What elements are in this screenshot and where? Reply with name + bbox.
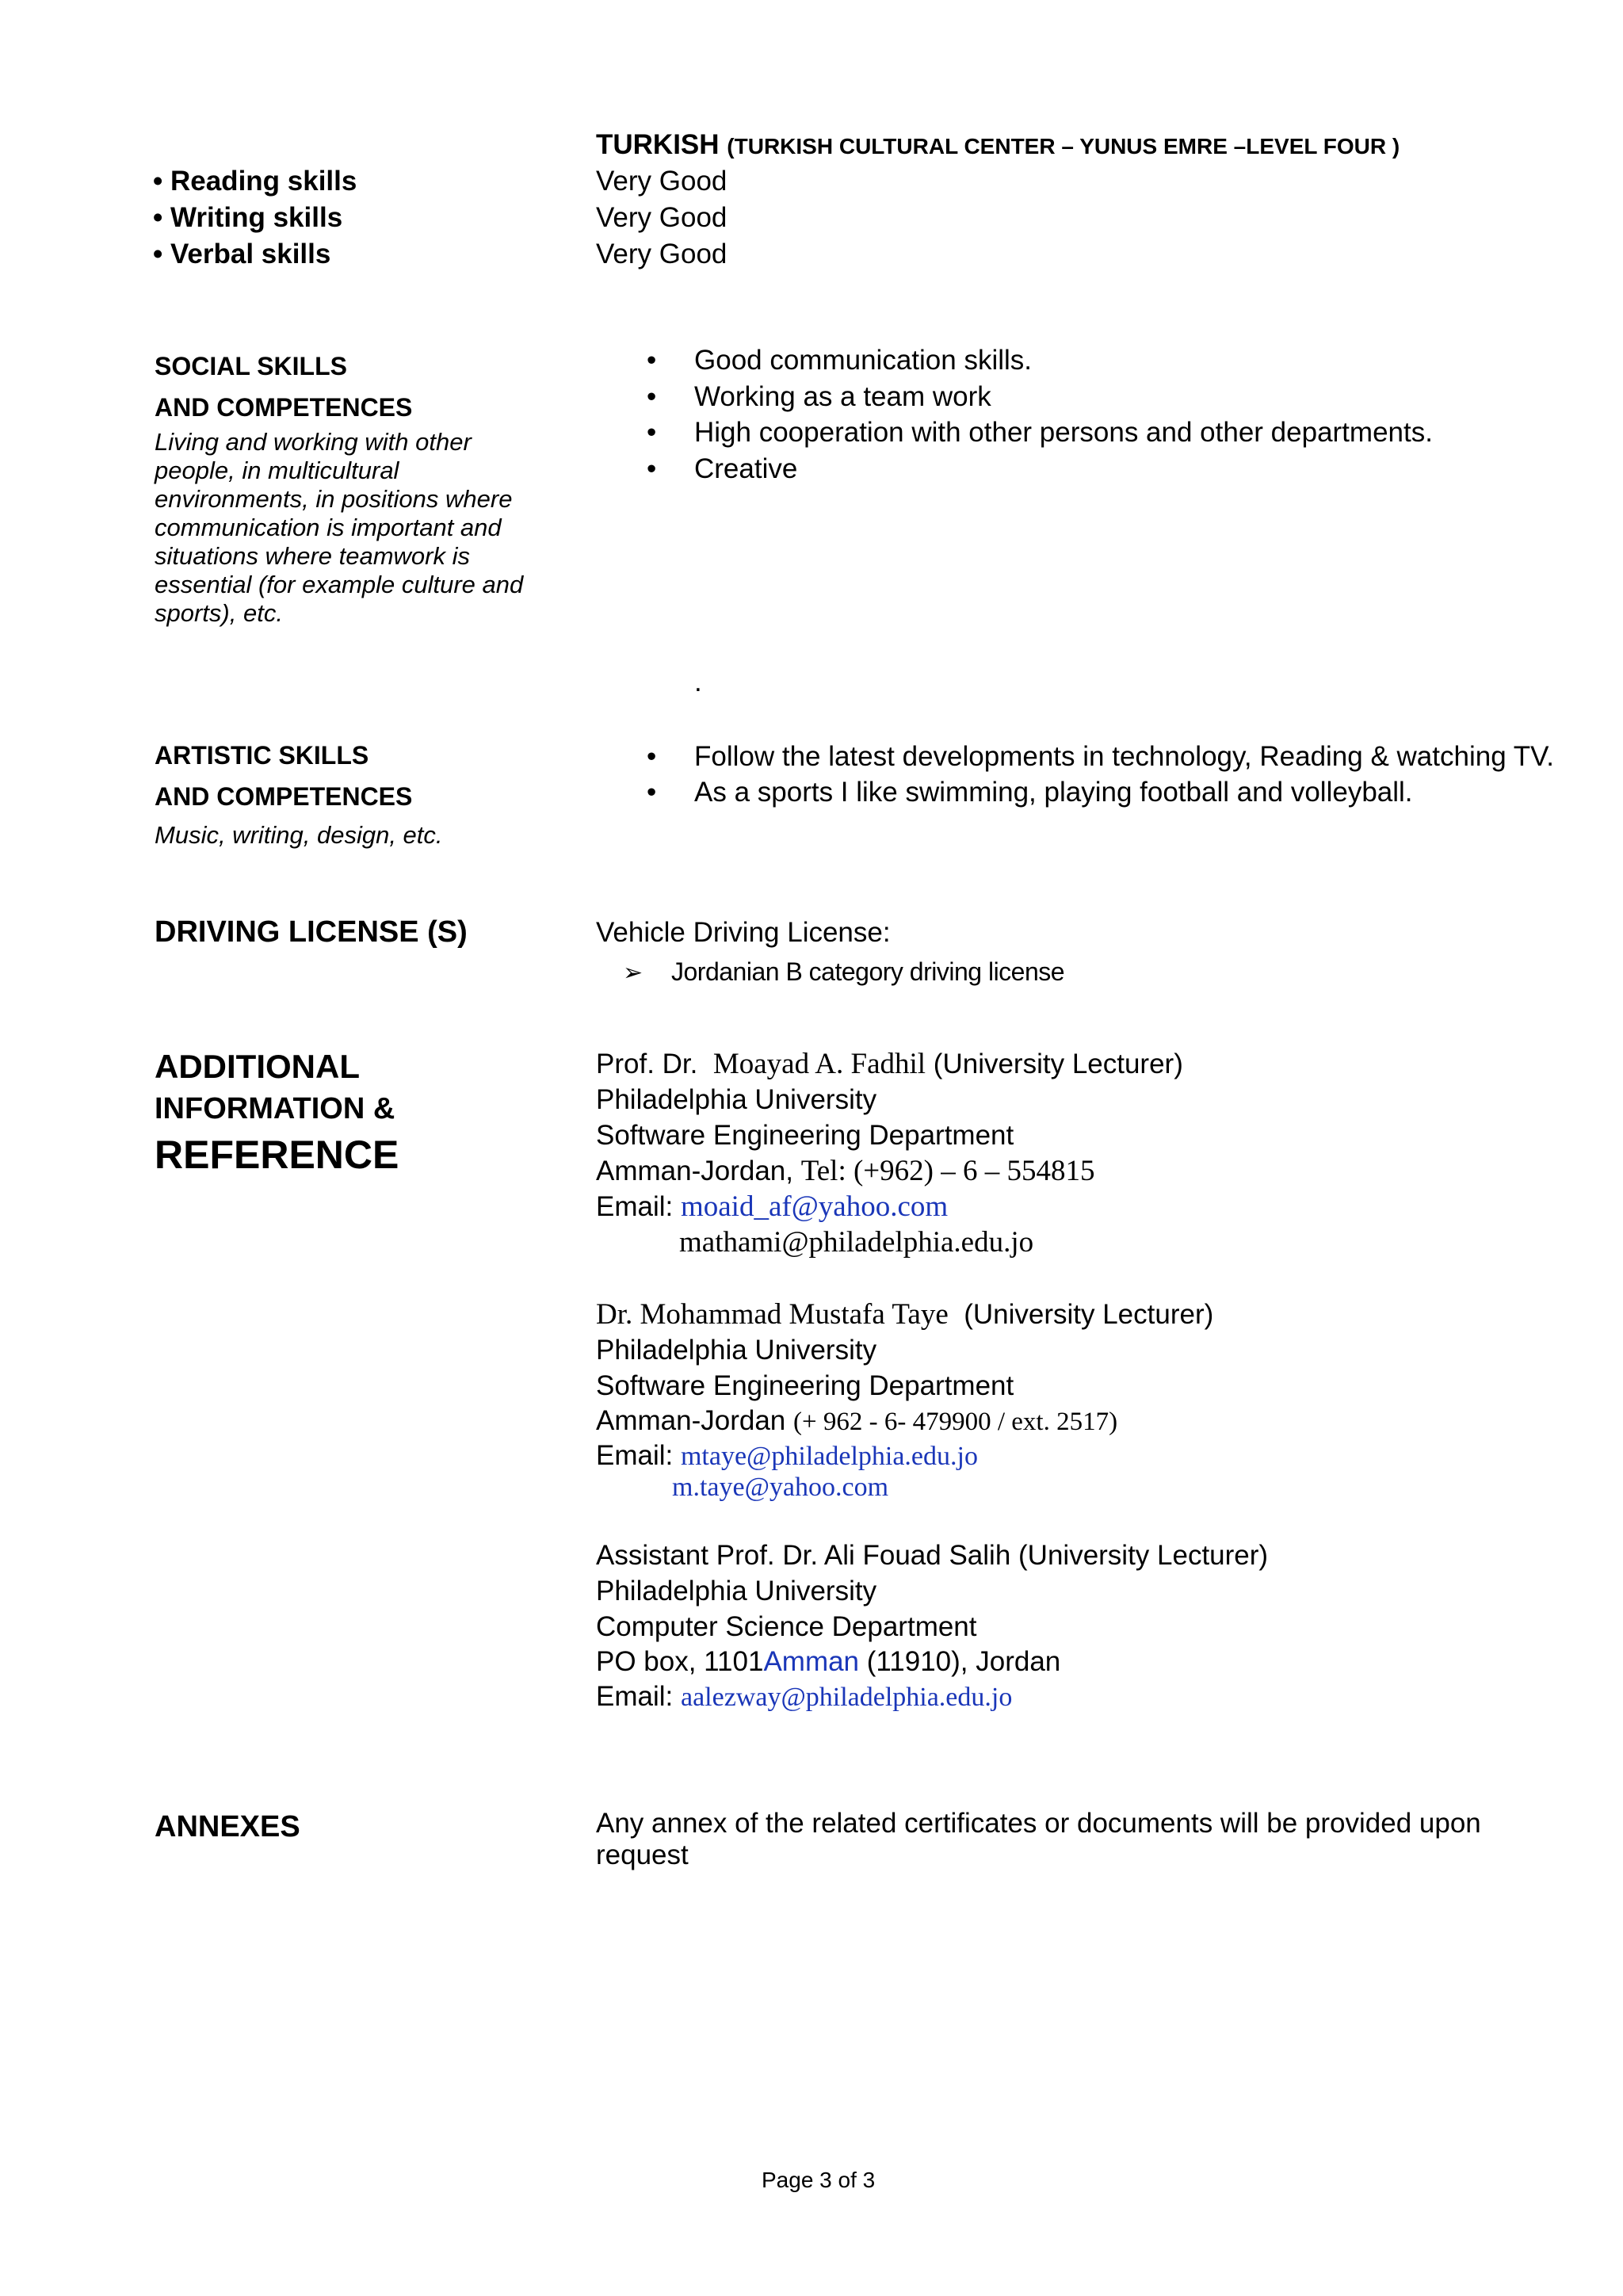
artistic-item: • As a sports I like swimming, playing football and volleyball. [694, 774, 1413, 810]
ref3-university: Philadelphia University [596, 1576, 877, 1606]
additional-heading-line1: ADDITIONAL [155, 1048, 360, 1085]
driving-intro: Vehicle Driving License: [596, 917, 891, 948]
ref3-department: Computer Science Department [596, 1611, 977, 1642]
artistic-heading-line1: ARTISTIC SKILLS [155, 741, 369, 770]
ref1-name-text: Moayad A. Fadhil [712, 1048, 926, 1080]
ref1-university: Philadelphia University [596, 1084, 877, 1115]
ref1-department: Software Engineering Department [596, 1120, 1014, 1151]
ref3-address [596, 1644, 1060, 1679]
social-heading-line2: AND COMPETENCES [155, 393, 413, 422]
language-title [596, 127, 1400, 164]
ref3-email-link[interactable]: aalezway@philadelphia.edu.jo [680, 1683, 1013, 1712]
ref2-email2-link[interactable]: m.taye@yahoo.com [672, 1473, 889, 1502]
ref2-email [596, 1438, 978, 1474]
ref3-address-suffix: (11910), Jordan [859, 1646, 1061, 1677]
ref1-email-link[interactable]: moaid_af@yahoo.com [680, 1190, 949, 1223]
ref1-email-label: Email: [596, 1191, 674, 1222]
ref2-name-text: Dr. Mohammad Mustafa Taye [596, 1298, 949, 1331]
ref2-location [596, 1403, 1117, 1440]
annexes-text-line2: request [596, 1839, 689, 1870]
ref2-phone: (+ 962 - 6- 479900 / ext. 2517) [793, 1408, 1118, 1436]
additional-heading-line3: REFERENCE [155, 1133, 399, 1177]
artistic-description: Music, writing, design, etc. [155, 821, 443, 849]
annexes-heading: ANNEXES [155, 1810, 300, 1843]
ref2-name [596, 1297, 1213, 1332]
social-heading-line1: SOCIAL SKILLS [155, 352, 347, 380]
ref2-email-link[interactable]: mtaye@philadelphia.edu.jo [680, 1442, 978, 1471]
ref2-city: Amman-Jordan [596, 1405, 786, 1436]
ref2-university: Philadelphia University [596, 1335, 877, 1366]
ref1-email2: mathami@philadelphia.edu.jo [679, 1226, 1034, 1259]
verbal-skills-label: • Verbal skills [153, 239, 331, 269]
ref1-city: Amman-Jordan, [596, 1156, 793, 1186]
ref1-role: (University Lecturer) [933, 1049, 1183, 1079]
ref3-email-label: Email: [596, 1681, 674, 1712]
verbal-skills-value: Very Good [596, 239, 727, 269]
ref2-role: (University Lecturer) [964, 1299, 1214, 1330]
artistic-item: • Follow the latest developments in technology, Reading & watching TV. [694, 739, 1554, 774]
social-description: Living and working with other people, in multicultural environments, in positions where communication is important and situations where teamwork is essential (for example culture and sports), etc. [155, 428, 524, 627]
page-number: Page 3 of 3 [762, 2168, 876, 2192]
driving-heading: DRIVING LICENSE (S) [155, 915, 468, 949]
social-item: • Working as a team work [694, 379, 991, 415]
additional-heading-line2: INFORMATION & [155, 1092, 395, 1125]
artistic-heading-line2: AND COMPETENCES [155, 782, 413, 811]
writing-skills-label: • Writing skills [153, 202, 343, 233]
annexes-text-line1: Any annex of the related certificates or documents will be provided upon [596, 1808, 1481, 1839]
ref1-email [596, 1189, 948, 1224]
social-item: • Good communication skills. [694, 342, 1032, 378]
ref3-email [596, 1679, 1012, 1715]
ref2-department: Software Engineering Department [596, 1370, 1014, 1401]
ref3-name: Assistant Prof. Dr. Ali Fouad Salih (University Lecturer) [596, 1540, 1269, 1571]
social-trailing-dot: . [694, 667, 702, 697]
ref2-email-label: Email: [596, 1440, 674, 1471]
ref1-name-prefix: Prof. Dr. [596, 1049, 698, 1079]
ref3-address-prefix: PO box, 1101 [596, 1646, 764, 1677]
writing-skills-value: Very Good [596, 202, 727, 233]
driving-item: Jordanian B category driving license [671, 957, 1065, 986]
ref3-address-city: Amman [763, 1646, 860, 1677]
language-detail: (TURKISH CULTURAL CENTER – YUNUS EMRE –LEVEL FOUR ) [727, 134, 1400, 159]
ref1-name [596, 1046, 1183, 1082]
language-name: TURKISH [596, 129, 720, 160]
reading-skills-label: • Reading skills [153, 166, 357, 197]
arrow-bullet-icon: ➢ [623, 960, 643, 986]
social-item: • High cooperation with other persons and other departments. [694, 415, 1433, 450]
reading-skills-value: Very Good [596, 166, 727, 197]
ref1-phone: Tel: (+962) – 6 – 554815 [800, 1155, 1095, 1187]
social-item: • Creative [694, 451, 797, 487]
ref1-location [596, 1153, 1094, 1189]
